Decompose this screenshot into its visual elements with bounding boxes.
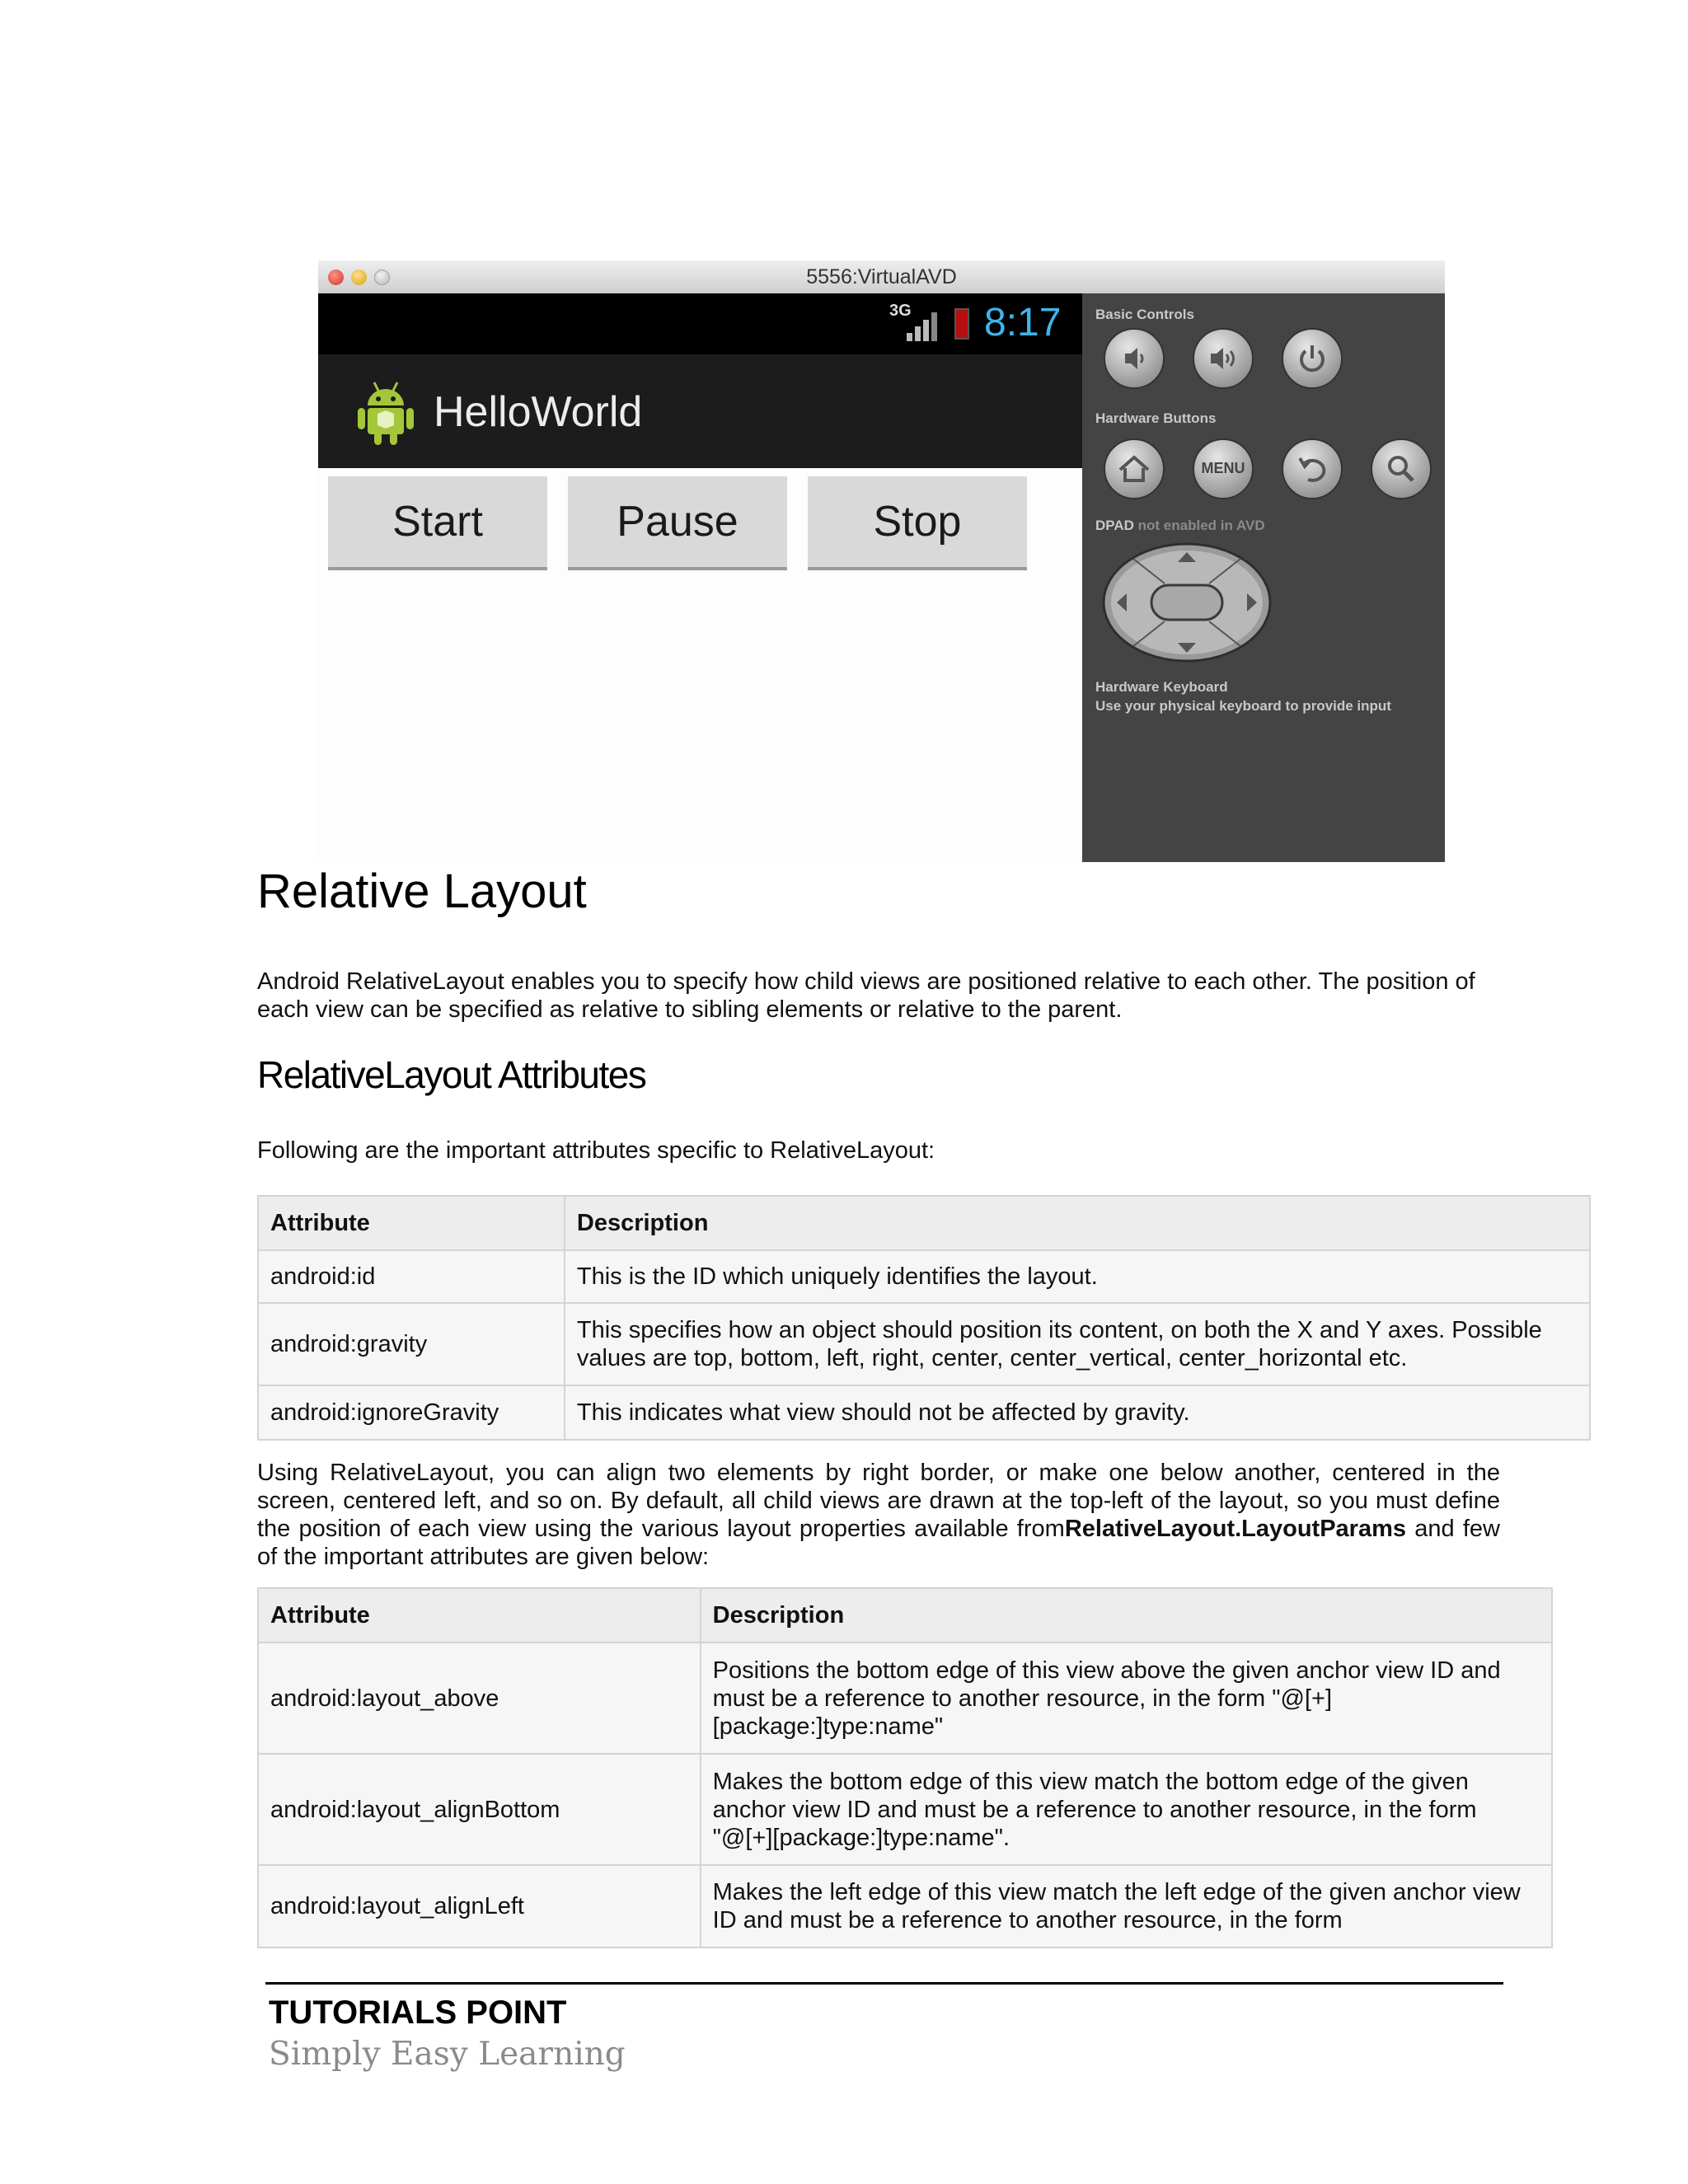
attribute-cell: android:layout_above bbox=[258, 1643, 701, 1754]
network-type: 3G bbox=[889, 302, 912, 320]
relative-layout-attributes-table bbox=[257, 1195, 1591, 1441]
dpad-label bbox=[1095, 518, 1265, 534]
status-bar bbox=[318, 293, 1082, 354]
volume-down-icon bbox=[1105, 330, 1163, 387]
keyboard-info bbox=[1095, 677, 1391, 715]
keyboard-note: Use your physical keyboard to provide input bbox=[1095, 698, 1391, 714]
description-cell: Positions the bottom edge of this view above the given anchor view ID and must be a reference to another resource, in the form "@[+][package:]type:name" bbox=[701, 1643, 1552, 1754]
keyboard-label: Hardware Keyboard bbox=[1095, 679, 1228, 695]
table-header-attribute: Attribute bbox=[258, 1196, 565, 1250]
layout-params-paragraph bbox=[257, 1459, 1500, 1571]
action-bar bbox=[318, 354, 1082, 468]
search-button[interactable] bbox=[1371, 438, 1432, 499]
emulator-screenshot bbox=[318, 260, 1445, 862]
back-icon bbox=[1283, 440, 1341, 498]
device-screen bbox=[318, 293, 1082, 862]
table-header-row bbox=[258, 1588, 1552, 1643]
emulator-window-title: 5556:VirtualAVD bbox=[806, 265, 957, 288]
description-cell: Makes the bottom edge of this view match the bottom edge of the given anchor view ID and must be a reference to another resource, in the form "@[+][package:]type:name". bbox=[701, 1754, 1552, 1865]
footer-brand: TUTORIALS POINT bbox=[269, 1994, 567, 2031]
power-icon bbox=[1283, 330, 1341, 387]
layout-params-text: Using RelativeLayout, you can align two elements by right border, or make one below another, centered in the screen, centered left, and so on. By default, all child views are drawn at the top-left of the layout, so you must define the position of each view using the various layout properties available from bbox=[257, 1460, 1500, 1542]
table-row bbox=[258, 1754, 1552, 1865]
basic-controls-label: Basic Controls bbox=[1095, 307, 1194, 322]
table-row bbox=[258, 1385, 1590, 1440]
table-row bbox=[258, 1865, 1552, 1947]
pause-button[interactable]: Pause bbox=[568, 476, 787, 570]
dpad-center-icon bbox=[1151, 585, 1222, 620]
emulator-titlebar bbox=[318, 260, 1445, 294]
layout-params-tail: and few of the important attributes are given below: bbox=[257, 1516, 1500, 1570]
description-cell: This specifies how an object should position its content, on both the X and Y axes. Possible values are top, bottom, left, right, center, center_vertical, center_horizontal etc. bbox=[565, 1303, 1590, 1385]
table-row bbox=[258, 1303, 1590, 1385]
search-icon bbox=[1372, 440, 1430, 498]
signal-icon bbox=[905, 310, 943, 343]
emulator-controls-panel bbox=[1082, 293, 1445, 862]
attribute-cell: android:ignoreGravity bbox=[258, 1385, 565, 1440]
table-header-description: Description bbox=[701, 1588, 1552, 1643]
start-button[interactable]: Start bbox=[328, 476, 547, 570]
layout-params-class-name: RelativeLayout.LayoutParams bbox=[1064, 1516, 1407, 1542]
dpad-control[interactable] bbox=[1100, 541, 1273, 664]
attribute-cell: android:layout_alignLeft bbox=[258, 1865, 701, 1947]
attribute-cell: android:gravity bbox=[258, 1303, 565, 1385]
footer-divider bbox=[265, 1982, 1503, 1985]
description-cell: Makes the left edge of this view match the left edge of the given anchor view ID and must be a reference to another resource, in the form bbox=[701, 1865, 1552, 1947]
menu-button-label: MENU bbox=[1201, 460, 1245, 476]
table-row bbox=[258, 1643, 1552, 1754]
hardware-buttons-label: Hardware Buttons bbox=[1095, 410, 1217, 426]
attributes-lead: Following are the important attributes specific to RelativeLayout: bbox=[257, 1137, 935, 1164]
layout-params-attributes-table bbox=[257, 1587, 1553, 1948]
power-button[interactable] bbox=[1282, 328, 1343, 389]
attribute-cell: android:id bbox=[258, 1250, 565, 1303]
app-title: HelloWorld bbox=[434, 388, 643, 436]
dpad-disabled-note: not enabled in AVD bbox=[1137, 518, 1265, 533]
footer-tagline: Simply Easy Learning bbox=[269, 2036, 626, 2073]
status-clock: 8:17 bbox=[984, 301, 1062, 344]
back-button[interactable] bbox=[1282, 438, 1343, 499]
description-cell: This is the ID which uniquely identifies the layout. bbox=[565, 1250, 1590, 1303]
home-button[interactable] bbox=[1104, 438, 1165, 499]
attributes-subtitle: RelativeLayout Attributes bbox=[257, 1053, 646, 1096]
volume-down-button[interactable] bbox=[1104, 328, 1165, 389]
table-row bbox=[258, 1250, 1590, 1303]
table-header-attribute: Attribute bbox=[258, 1588, 701, 1643]
stop-button[interactable]: Stop bbox=[808, 476, 1027, 570]
table-header-description: Description bbox=[565, 1196, 1590, 1250]
battery-icon bbox=[954, 308, 969, 340]
table-header-row bbox=[258, 1196, 1590, 1250]
section-title: Relative Layout bbox=[257, 865, 587, 918]
description-cell: This indicates what view should not be affected by gravity. bbox=[565, 1385, 1590, 1440]
dpad-label-text: DPAD bbox=[1095, 518, 1134, 533]
android-robot-icon bbox=[353, 377, 419, 447]
intro-paragraph: Android RelativeLayout enables you to specify how child views are positioned relative to each other. The position of each view can be specified as relative to sibling elements or relative to the parent. bbox=[257, 968, 1475, 1023]
home-icon bbox=[1105, 440, 1163, 498]
volume-up-icon bbox=[1194, 330, 1252, 387]
attribute-cell: android:layout_alignBottom bbox=[258, 1754, 701, 1865]
volume-up-button[interactable] bbox=[1193, 328, 1254, 389]
menu-button[interactable] bbox=[1193, 438, 1254, 499]
